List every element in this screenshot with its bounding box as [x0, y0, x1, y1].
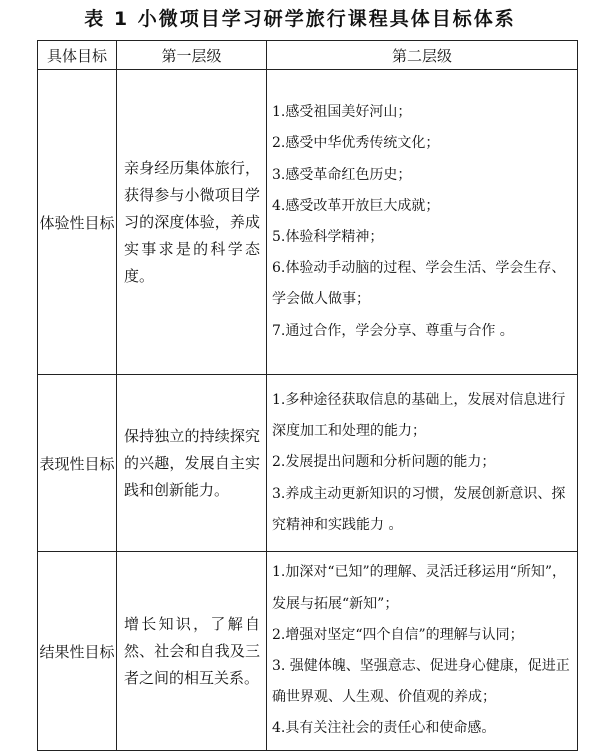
- header-row: [38, 41, 578, 70]
- table-row-experiential: [38, 70, 578, 375]
- row-category: 结果性目标: [38, 552, 117, 751]
- level-2-item: 4.感受改革开放巨大成就；: [272, 197, 440, 214]
- row-level-2: [267, 375, 578, 552]
- header-level-1: 第一层级: [117, 41, 267, 70]
- row-category: 体验性目标: [38, 70, 117, 375]
- level-2-item: 7.通过合作，学会分享、尊重与合作 。: [272, 322, 514, 339]
- level-2-item: 5.体验科学精神；: [272, 229, 384, 245]
- level-2-item: 3. 强健体魄、坚强意志、促进身心健康，促进正确世界观、人生观、价值观的养成；: [272, 658, 570, 706]
- level-2-item: 4.具有关注社会的责任心和使命感。: [272, 720, 496, 737]
- row-level-2: [267, 552, 578, 751]
- level-2-item: 1.多种途径获取信息的基础上，发展对信息进行深度加工和处理的能力；: [272, 391, 566, 440]
- table-row-performance: [38, 375, 578, 552]
- level-2-item: 1.感受祖国美好河山；: [272, 104, 412, 121]
- row-level-1: 增长知识，了解自然、社会和自我及三者之间的相互关系。: [117, 552, 267, 751]
- row-category: 表现性目标: [38, 375, 117, 552]
- level-2-item: 2.感受中华优秀传统文化；: [272, 135, 440, 152]
- level-2-item: 2.发展提出问题和分析问题的能力；: [272, 454, 496, 471]
- level-2-item: 3.养成主动更新知识的习惯，发展创新意识、探究精神和实践能力 。: [272, 485, 566, 533]
- level-2-item: 1.加深对“已知”的理解、灵活迁移运用“所知”，发展与拓展“新知”；: [272, 564, 566, 612]
- table-title: 表 1 小微项目学习研学旅行课程具体目标体系: [84, 8, 516, 30]
- table-row-outcome: [38, 552, 578, 751]
- level-2-item: 3.感受革命红色历史；: [272, 166, 412, 183]
- header-specific-goal: 具体目标: [38, 41, 117, 70]
- level-2-item: 6.体验动手动脑的过程、学会生活、学会生存、学会做人做事；: [272, 260, 566, 308]
- level-2-item: 2.增强对坚定“四个自信”的理解与认同；: [272, 626, 524, 643]
- header-level-2: 第二层级: [267, 41, 578, 70]
- row-level-1: 保持独立的持续探究的兴趣，发展自主实践和创新能力。: [117, 375, 267, 552]
- row-level-2: [267, 70, 578, 375]
- goals-table: [37, 40, 578, 751]
- row-level-1: 亲身经历集体旅行，获得参与小微项目学习的深度体验，养成实事求是的科学态度。: [117, 70, 267, 375]
